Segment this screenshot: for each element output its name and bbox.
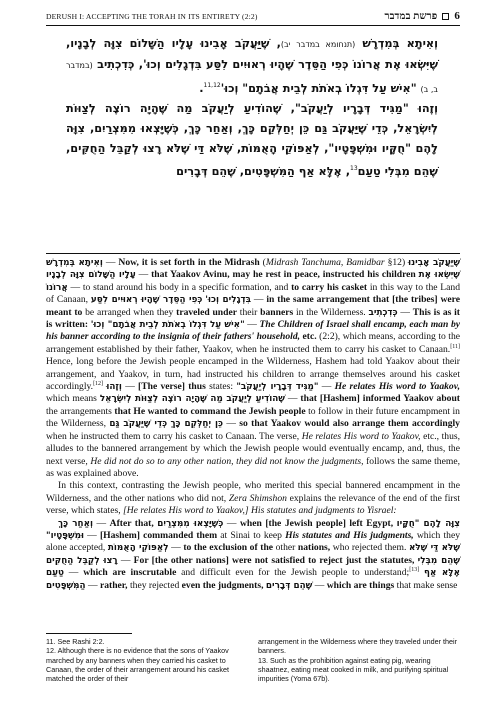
commentary-paragraph-3: וְאַחַר כָּךְ — After that, כְּשֶׁיָּצְאוּ מִמִּצְרַיִם — when [the Jewish people] left Egypt, צִוָּה לָהֶם "חֻקָּיו וּמִשְׁפָּטָיו" — [Hashem] commanded them at Sinai to keep His statutes and His judgments, which they alone accepted, לְאַפּוֹקֵי הָאֻמּוֹת — to the exclusion of the other nations, who rejected them. שֶׁלֹּא דַּי שֶׁלֹּא רָצוּ לְקַבֵּל הַחֻקִּים — For [the other nations] were not satisfied to reject just the statutes, שֶׁהֵם מִבְּלִי טַעַם — which are inscrutable and difficult even for the Jewish people to understand;[13] אֶלָּא אַף הַמִּשְׁפָּטִים — rather, they rejected even the judgments, שֶׁהֵם דְּבָרִים — which are things that make sense — [46, 517, 461, 591]
header-rule — [46, 25, 460, 26]
section-rule — [46, 253, 460, 254]
header-hebrew-title: פרשת במדבר — [384, 10, 438, 22]
hebrew-text-segment: וְזֶהוּ "מַגִּיד דְּבָרָיו לְיַעֲקֹב", שֶׁהוֹדִיעַ לְיַעֲקֹב מַה שֶּׁהָיָה רוֹצֶה לְצַוּוֹת לְיִשְׂרָאֵל, כְּדֵי שֶׁיַּעֲקֹב גַּם כֵּן יְחַלְּקֵם כָּךְ, וְאַחַר כָּךְ, כְּשֶׁיָּצְאוּ מִמִּצְרַיִם, צִוָּה לָהֶם "חֻקָּיו וּמִשְׁפָּטָיו", לְאַפּוֹקֵי הָאֻמּוֹת, שֶׁלֹּא דַּי שֶׁלֹּא רָצוּ לְקַבֵּל הַחֻקִּים, שֶׁהֵם מִבְּלִי טַעַם — [66, 102, 438, 178]
footnote-12: 12. Although there is no evidence that the sons of Yaakov marched by any banners when they carried his casket to Canaan, the order of their arrangement around his casket matched the order of their — [46, 646, 229, 684]
hebrew-text-segment: וְאִיתָא בְּמִדְרָשׁ — [362, 37, 438, 50]
hebrew-source-citation: (במדבר ב, ב) — [66, 60, 438, 94]
footnote-11: 11. See Rashi 2:2. — [46, 637, 105, 646]
page-number: 6 — [454, 10, 460, 22]
commentary-paragraph-1: וְאִיתָא בְּמִדְרָשׁ — Now, it is set forth in the Midrash (Midrash Tanchuma, Bamidbar §12) שֶׁיַּעֲקֹב אָבִינוּ עָלָיו הַשָּׁלוֹם צִוָּה לְבָנָיו — that Yaakov Avinu, may he rest in peace, instructed his children שֶׁיִּשְׂאוּ אֶת אֲרוֹנוֹ — to stand around his body in a specific formation, and to carry his casket in this way to the Land of Canaan, כְּפִי הַסֵּדֶר שֶׁהָיוּ רְאוּיִים לִסַּע בִּדְגָלִים וְכוּ' — in the same arrangement that [the tribes] were meant to be arranged when they traveled under their banners in the Wilderness. כְּדִכְתִיב — This is as it is written: "אִישׁ עַל דִּגְלוֹ בְאֹתֹת לְבֵית אֲבֹתָם" וְכוּ' — The Children of Israel shall encamp, each man by his banner according to the insignia of their fathers' household, etc. (2:2), which means, according to the arrangement established by their father, Yaakov, when he instructed them to carry his casket to Canaan.[11] Hence, long before the Jewish people encamped in the Wilderness, Hashem had told Yaakov about their arrangement, and Yaakov, in turn, had instructed his children to arrange themselves around his casket accordingly.[12] וְזֶהוּ — [The verse] thus states: "מַגִּיד דְּבָרָיו לְיַעֲקֹב" — He relates His word to Yaakov, which means שֶׁהוֹדִיעַ לְיַעֲקֹב מַה שֶּׁהָיָה רוֹצֶה לְצַוּוֹת לְיִשְׂרָאֵל — that [Hashem] informed Yaakov about the arrangements that He wanted to command the Jewish people to follow in their future encampment in the Wilderness, כְּדֵי שֶׁיַּעֲקֹב גַּם כֵּן יְחַלְּקֵם כָּךְ — so that Yaakov would also arrange them accordingly when he instructed them to carry his casket to Canaan. The verse, He relates His word to Yaakov, etc., thus, alludes to the bannered arrangement by which the Jewish people would eventually encamp, and, thus, the next verse, He did not do so to any other nation, they did not know the judgments, follows the same theme, as was explained above. — [46, 257, 461, 479]
running-header — [46, 9, 460, 23]
hebrew-paragraph-1: וְאִיתָא בְּמִדְרָשׁ (תנחומא במדבר יב), שֶׁיַּעֲקֹב אָבִינוּ עָלָיו הַשָּׁלוֹם צִוָּה לְבָנָיו, שֶׁיִּשְׂאוּ אֶת אֲרוֹנוֹ כְּפִי הַסֵּדֶר שֶׁהָיוּ רְאוּיִים לִסַּע בִּדְגָלִים וְכוּ', כְּדִכְתִיב (במדבר ב, ב) "אִישׁ עַל דִּגְלוֹ בְאֹתֹת לְבֵית אֲבֹתָם" וְכוּ'$^{11,12}$. — [66, 37, 439, 95]
hebrew-text-segment: שֶׁיַּעֲקֹב אָבִינוּ עָלָיו הַשָּׁלוֹם צִוָּה לְבָנָיו, שֶׁיִּשְׂאוּ אֶת אֲרוֹנוֹ כְּפִי הַסֵּדֶר שֶׁהָיוּ רְאוּיִים לִסַּע בִּדְגָלִים וְכוּ', כְּדִכְתִיב — [66, 37, 439, 71]
footnote-marker: 13 — [350, 164, 358, 172]
footnotes-column-right — [258, 637, 460, 683]
hebrew-source-citation: (תנחומא במדבר יב) — [280, 40, 356, 49]
footnote-13: 13. Such as the prohibition against eating pig, wearing shaatnez, eating meat cooked in milk, and purifying spiritual impurities (Yoma 67b). — [258, 655, 449, 684]
hebrew-paragraph-2 — [66, 99, 458, 181]
hebrew-text-segment: , אֶלָּא אַף הַמִּשְׁפָּטִים, שֶׁהֵם דְּבָרִים — [176, 164, 351, 178]
footnotes — [46, 637, 460, 683]
footnote-marker: 11,12 — [203, 81, 221, 89]
hebrew-text-segment: "אִישׁ עַל דִּגְלוֹ בְאֹתֹת לְבֵית אֲבֹתָם" וְכוּ' — [220, 81, 417, 95]
header-title: DERUSH I: ACCEPTING THE TORAH IN ITS ENTIRETY (2:2) — [46, 11, 258, 21]
footnotes-column-left — [46, 637, 248, 683]
header-right — [385, 10, 460, 22]
hebrew-source-text — [66, 34, 458, 181]
square-ornament-icon — [442, 13, 449, 20]
commentary-paragraph-2: In this context, contrasting the Jewish people, who merited this special bannered encampment in the Wilderness, and the other nations who did not, Zera Shimshon explains the relevance of the end of the first verse, which states, [He relates His word to Yaakov,] His statutes and judgments to Yisrael: — [46, 480, 460, 517]
english-commentary — [46, 257, 460, 592]
footnote-12-continued: arrangement in the Wilderness where they traveled under their banners. — [258, 637, 457, 656]
footnote-rule — [46, 633, 132, 634]
